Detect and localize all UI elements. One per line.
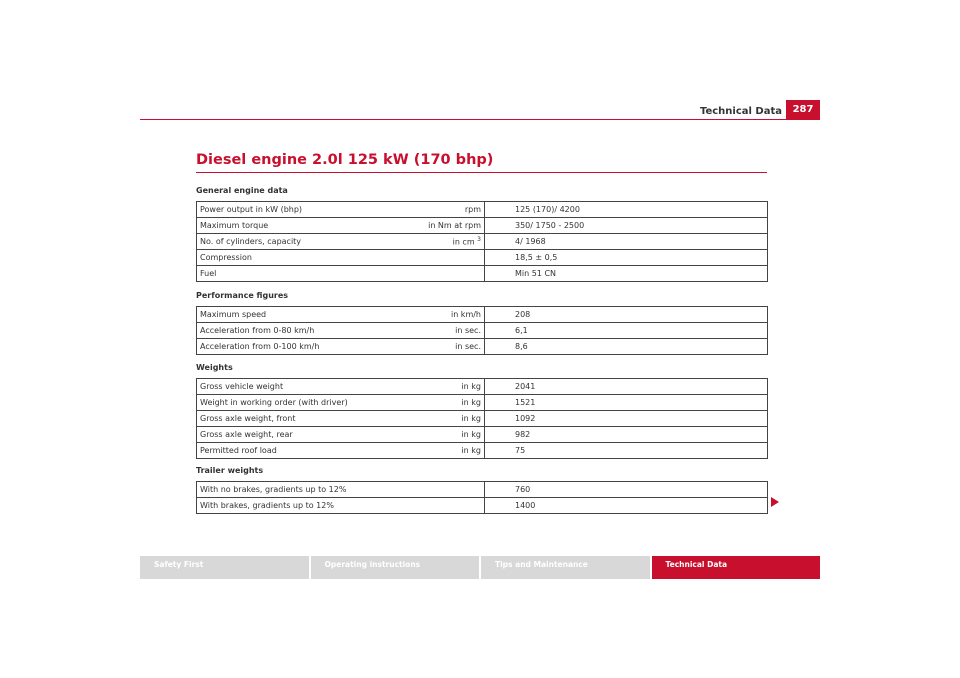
row-unit bbox=[377, 250, 485, 266]
tab-tips-and-maintenance[interactable]: Tips and Maintenance bbox=[481, 556, 650, 579]
table-row bbox=[197, 234, 768, 250]
row-unit: in sec. bbox=[377, 323, 485, 339]
row-value: Min 51 CN bbox=[485, 266, 768, 282]
table-row bbox=[197, 498, 768, 514]
row-value: 125 (170)/ 4200 bbox=[485, 202, 768, 218]
row-value: 18,5 ± 0,5 bbox=[485, 250, 768, 266]
row-unit bbox=[377, 266, 485, 282]
row-unit: rpm bbox=[377, 202, 485, 218]
row-unit: in kg bbox=[377, 427, 485, 443]
row-label: Power output in kW (bhp) bbox=[197, 202, 377, 218]
table-row bbox=[197, 482, 768, 498]
row-label: With brakes, gradients up to 12% bbox=[197, 498, 485, 514]
row-value: 982 bbox=[485, 427, 768, 443]
table-row bbox=[197, 323, 768, 339]
table-row bbox=[197, 379, 768, 395]
row-unit: in cm $^3$ bbox=[377, 234, 485, 250]
row-value: 208 bbox=[485, 307, 768, 323]
row-label: Maximum speed bbox=[197, 307, 377, 323]
superscript: 3 bbox=[477, 236, 481, 244]
row-unit: in km/h bbox=[377, 307, 485, 323]
row-label: Acceleration from 0-100 km/h bbox=[197, 339, 377, 355]
tab-safety-first[interactable]: Safety First bbox=[140, 556, 309, 579]
trailer-weights-table bbox=[196, 481, 768, 514]
next-page-arrow-icon[interactable] bbox=[771, 497, 779, 507]
table-row bbox=[197, 218, 768, 234]
performance-heading: Performance figures bbox=[196, 291, 289, 300]
row-label: Permitted roof load bbox=[197, 443, 377, 459]
row-value: 75 bbox=[485, 443, 768, 459]
row-unit: in kg bbox=[377, 379, 485, 395]
table-row bbox=[197, 427, 768, 443]
row-value: 4/ 1968 bbox=[485, 234, 768, 250]
row-label: Gross axle weight, front bbox=[197, 411, 377, 427]
table-row bbox=[197, 443, 768, 459]
row-value: 760 bbox=[485, 482, 768, 498]
row-label: Gross axle weight, rear bbox=[197, 427, 377, 443]
performance-table bbox=[196, 306, 768, 355]
row-value: 1521 bbox=[485, 395, 768, 411]
weights-table bbox=[196, 378, 768, 459]
row-value: 8,6 bbox=[485, 339, 768, 355]
row-label: Acceleration from 0-80 km/h bbox=[197, 323, 377, 339]
tab-operating-instructions[interactable]: Operating instructions bbox=[311, 556, 480, 579]
row-label: Weight in working order (with driver) bbox=[197, 395, 377, 411]
section-title: Diesel engine 2.0l 125 kW (170 bhp) bbox=[196, 152, 494, 168]
title-rule bbox=[196, 172, 767, 173]
table-row bbox=[197, 339, 768, 355]
row-value: 350/ 1750 - 2500 bbox=[485, 218, 768, 234]
table-row bbox=[197, 395, 768, 411]
row-unit: in kg bbox=[377, 395, 485, 411]
row-label: No. of cylinders, capacity bbox=[197, 234, 377, 250]
table-row bbox=[197, 202, 768, 218]
header-title: Technical Data bbox=[699, 106, 782, 117]
row-label: With no brakes, gradients up to 12% bbox=[197, 482, 485, 498]
page-number: 287 bbox=[786, 100, 820, 119]
general-engine-data-table bbox=[196, 201, 768, 282]
table-row bbox=[197, 411, 768, 427]
general-engine-data-heading: General engine data bbox=[196, 186, 288, 195]
tab-technical-data[interactable]: Technical Data bbox=[652, 556, 821, 579]
trailer-weights-heading: Trailer weights bbox=[196, 466, 264, 475]
table-row bbox=[197, 307, 768, 323]
row-label: Gross vehicle weight bbox=[197, 379, 377, 395]
footer-nav bbox=[140, 556, 820, 579]
row-label: Fuel bbox=[197, 266, 377, 282]
row-value: 6,1 bbox=[485, 323, 768, 339]
row-unit: in Nm at rpm bbox=[377, 218, 485, 234]
row-unit: in kg bbox=[377, 411, 485, 427]
weights-heading: Weights bbox=[196, 363, 233, 372]
header-rule bbox=[140, 119, 820, 120]
table-row bbox=[197, 250, 768, 266]
row-unit: in sec. bbox=[377, 339, 485, 355]
row-unit: in kg bbox=[377, 443, 485, 459]
row-value: 2041 bbox=[485, 379, 768, 395]
row-label: Maximum torque bbox=[197, 218, 377, 234]
table-row bbox=[197, 266, 768, 282]
row-value: 1400 bbox=[485, 498, 768, 514]
row-label: Compression bbox=[197, 250, 377, 266]
row-value: 1092 bbox=[485, 411, 768, 427]
